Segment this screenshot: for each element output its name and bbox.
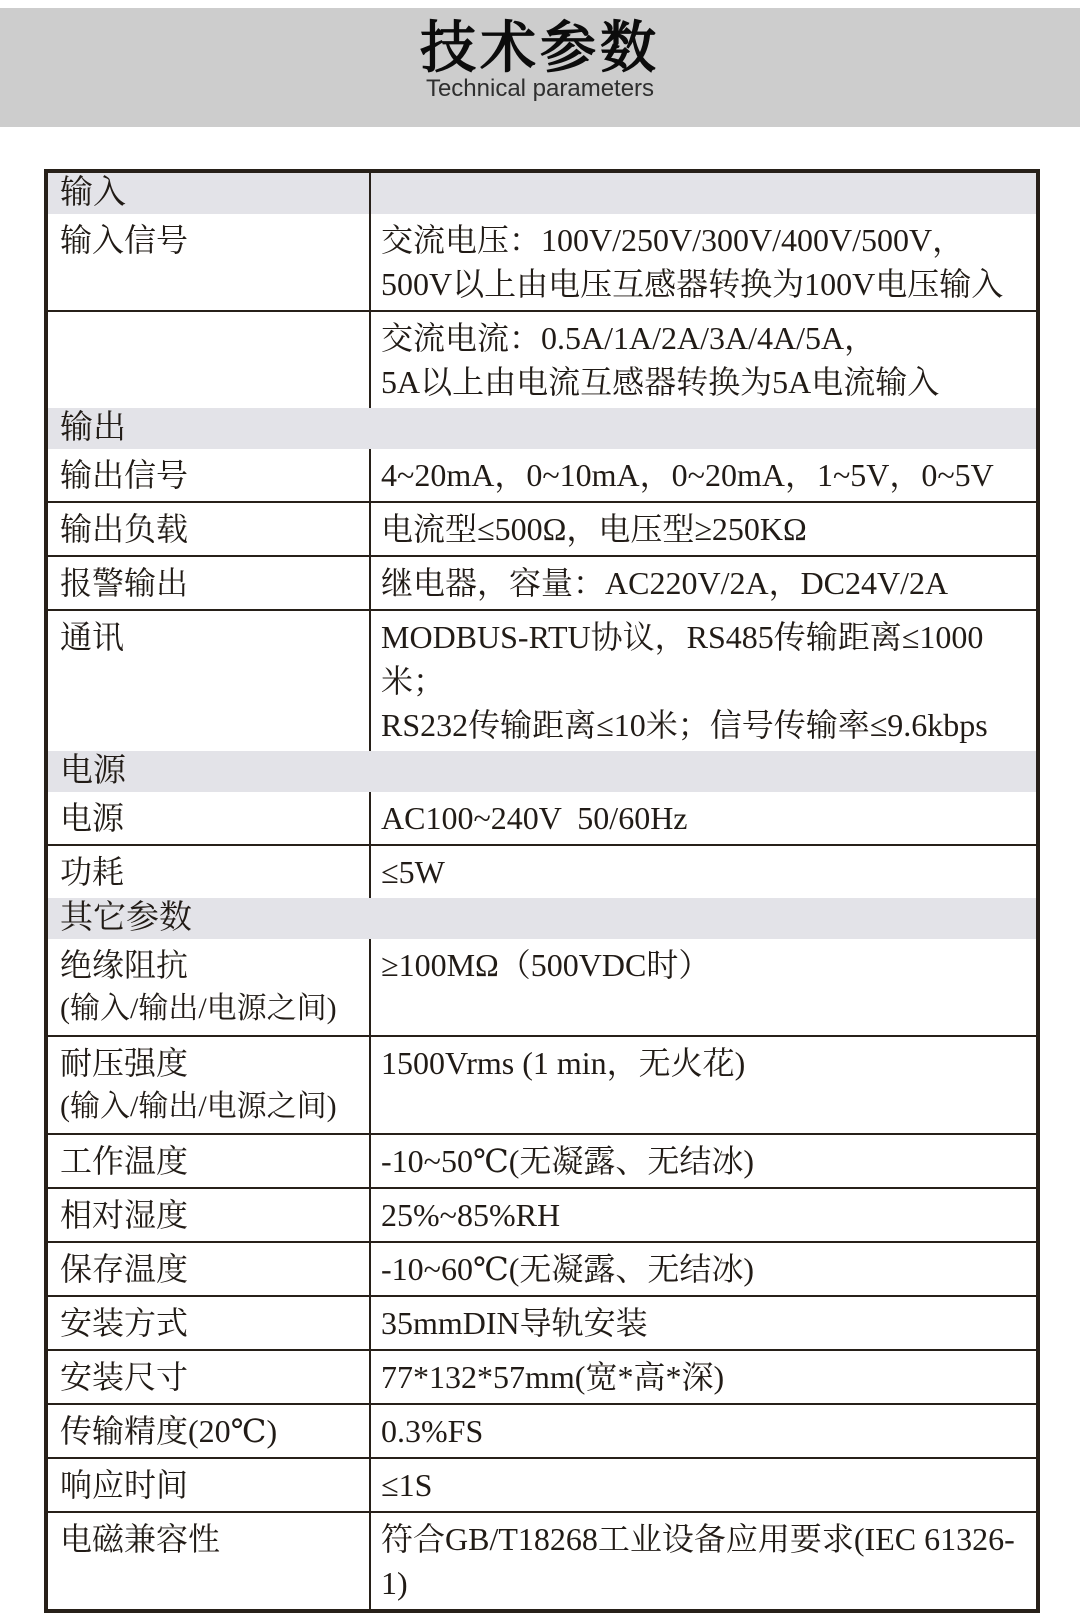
param-value [370,1242,1038,1296]
param-label [46,311,370,408]
section-header-row [46,408,1038,449]
table-row [46,1036,1038,1134]
section-header-label: 电源 [46,751,1038,792]
param-value [370,792,1038,845]
section-header-row [46,171,1038,214]
section-header-spacer [370,171,1038,214]
section-header-label: 其它参数 [46,898,1038,939]
param-label [46,1350,370,1404]
param-label-text: 绝缘阻抗 [60,947,189,983]
param-value-line: 25%~85%RH [381,1197,561,1233]
spec-table [44,169,1040,1613]
param-label-text: 报警输出 [60,565,189,601]
spec-table-body [46,171,1038,1611]
param-label [46,556,370,610]
param-value [370,1296,1038,1350]
table-row [46,449,1038,502]
param-value-line: ≤5W [381,854,445,890]
param-value [370,1404,1038,1458]
param-value-line: -10~60℃(无凝露、无结冰) [381,1251,755,1287]
param-sublabel-text: (输入/输出/电源之间) [60,1090,337,1123]
param-value-line: 0.3%FS [381,1413,484,1449]
param-value [370,214,1038,311]
section-header-row [46,751,1038,792]
param-label-text: 安装方式 [60,1305,189,1341]
param-label [46,845,370,898]
table-row [46,845,1038,898]
page-header [0,8,1080,127]
param-label-text: 安装尺寸 [60,1359,189,1395]
param-label [46,502,370,556]
section-header-label: 输入 [46,171,370,214]
param-value [370,1036,1038,1134]
table-row [46,1350,1038,1404]
param-value-line: 4~20mA，0~10mA，0~20mA，1~5V，0~5V [381,457,994,493]
page-subtitle: Technical parameters [425,75,655,102]
param-label-text: 保存温度 [60,1251,189,1287]
table-row [46,214,1038,311]
param-value-line: 继电器，容量：AC220V/2A，DC24V/2A [381,565,949,601]
param-label [46,449,370,502]
param-value-line: 符合GB/T18268工业设备应用要求(IEC 61326-1) [381,1521,1015,1601]
param-value [370,1134,1038,1188]
table-row [46,1512,1038,1611]
param-value-line: ≤1S [381,1467,433,1503]
table-row [46,311,1038,408]
param-label [46,792,370,845]
param-label [46,1242,370,1296]
param-value-line: 35mmDIN导轨安装 [381,1305,648,1341]
param-value-line: MODBUS-RTU协议，RS485传输距离≤1000米； [381,619,984,699]
param-label-text: 电源 [60,800,125,836]
param-value-line: -10~50℃(无凝露、无结冰) [381,1143,755,1179]
param-label-text: 输出负载 [60,511,189,547]
param-label [46,1296,370,1350]
param-value-line: 77*132*57mm(宽*高*深) [381,1359,725,1395]
param-value [370,449,1038,502]
table-row [46,1404,1038,1458]
param-label-text: 输入信号 [60,222,189,258]
table-row [46,556,1038,610]
param-value-line: RS232传输距离≤10米；信号传输率≤9.6kbps [381,707,988,743]
param-label [46,1134,370,1188]
param-value-line: 电流型≤500Ω，电压型≥250KΩ [381,511,807,547]
param-label-text: 耐压强度 [60,1045,189,1081]
param-value [370,1188,1038,1242]
param-value [370,556,1038,610]
param-value [370,939,1038,1036]
param-label [46,939,370,1036]
param-label [46,1458,370,1512]
table-row [46,1296,1038,1350]
table-row [46,939,1038,1036]
param-value [370,1512,1038,1611]
param-value-line: 500V以上由电压互感器转换为100V电压输入 [381,266,1004,302]
param-value [370,845,1038,898]
param-label [46,1404,370,1458]
param-label [46,1188,370,1242]
param-value-line: ≥100MΩ（500VDC时） [381,947,711,983]
page-title: 技术参数 [420,16,660,79]
section-header-row [46,898,1038,939]
param-label-text: 功耗 [60,854,125,890]
table-row [46,610,1038,751]
table-row [46,1242,1038,1296]
param-value-line: AC100~240V 50/60Hz [381,800,688,836]
param-value-line: 交流电流：0.5A/1A/2A/3A/4A/5A， [381,320,877,356]
param-value [370,311,1038,408]
table-row [46,1188,1038,1242]
table-row [46,1458,1038,1512]
table-row [46,1134,1038,1188]
param-value [370,1350,1038,1404]
param-label-text: 通讯 [60,619,125,655]
param-label-text: 相对湿度 [60,1197,189,1233]
param-label [46,610,370,751]
param-value-line: 1500Vrms (1 min，无火花) [381,1045,746,1081]
param-value-line: 交流电压：100V/250V/300V/400V/500V， [381,222,965,258]
param-label-text: 工作温度 [60,1143,189,1179]
param-label [46,1036,370,1134]
param-label-text: 电磁兼容性 [60,1521,221,1557]
table-row [46,502,1038,556]
param-label-text: 传输精度(20℃) [60,1413,278,1449]
param-value [370,610,1038,751]
param-label-text: 响应时间 [60,1467,189,1503]
param-label [46,214,370,311]
param-label [46,1512,370,1611]
param-value [370,1458,1038,1512]
param-value-line: 5A以上由电流互感器转换为5A电流输入 [381,364,940,400]
table-row [46,792,1038,845]
section-header-label: 输出 [46,408,1038,449]
param-sublabel-text: (输入/输出/电源之间) [60,992,337,1025]
param-value [370,502,1038,556]
param-label-text: 输出信号 [60,457,189,493]
